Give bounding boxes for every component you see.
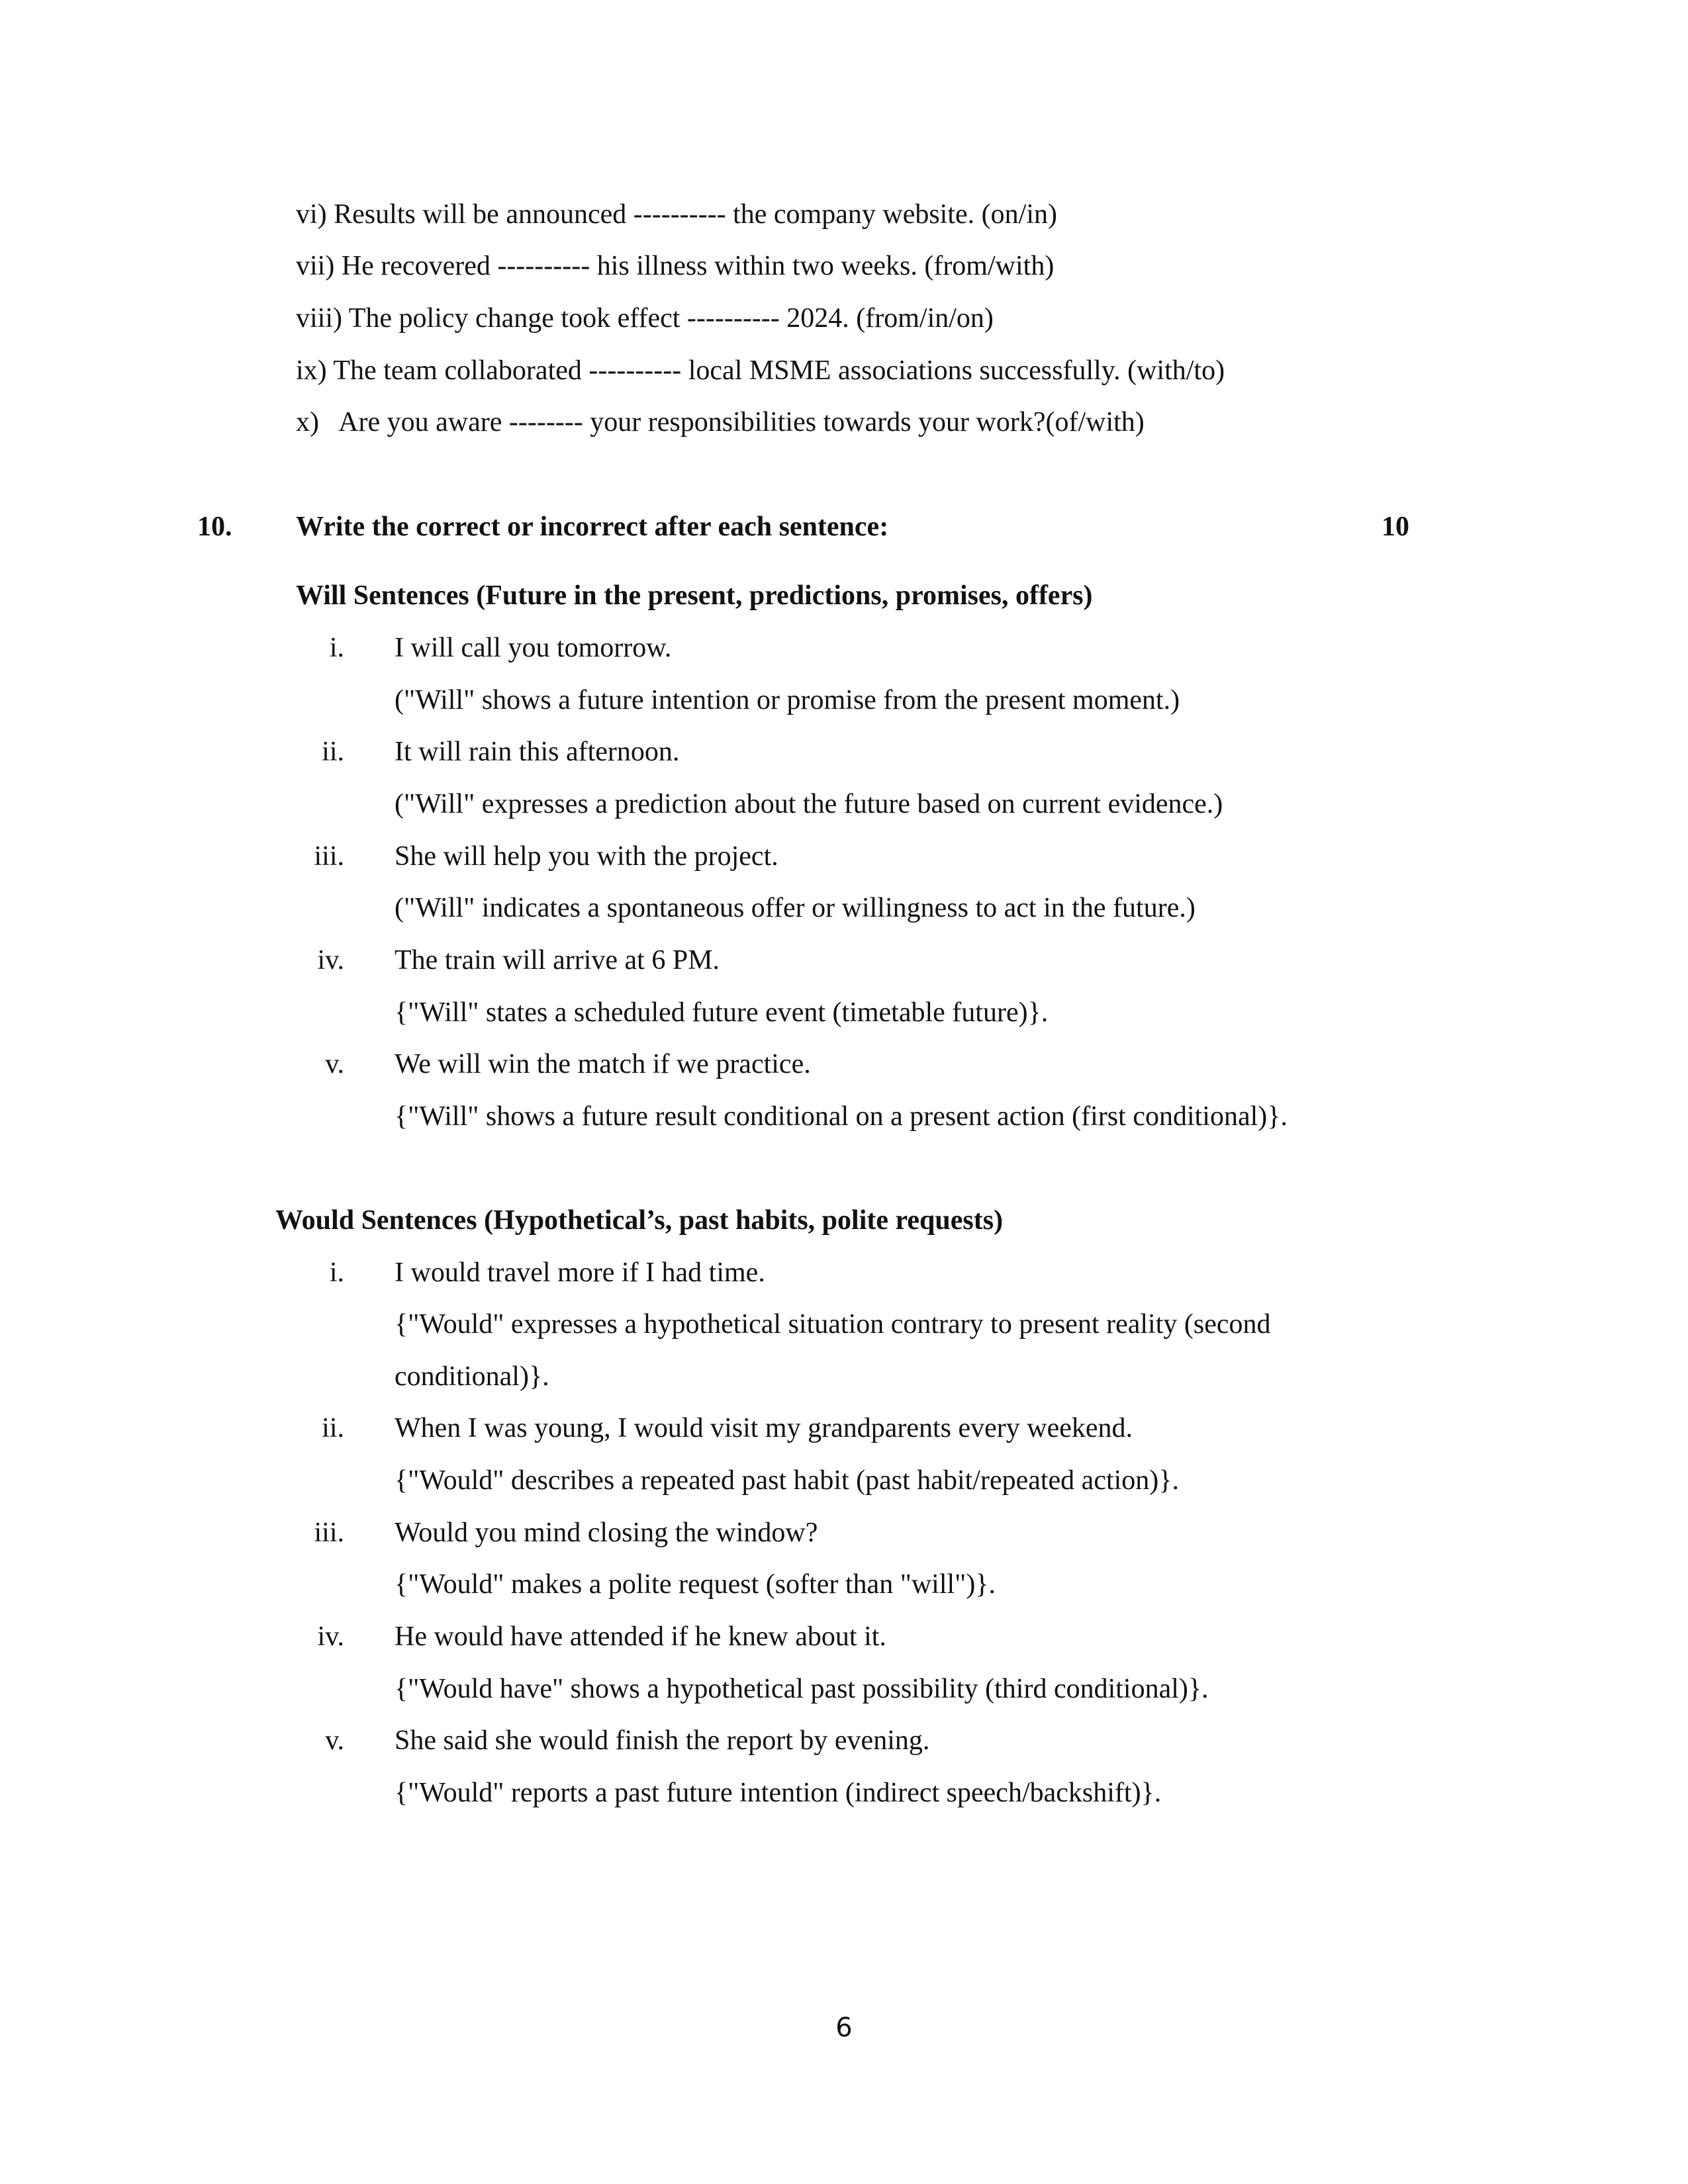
preposition-item: vi) Results will be announced ---------- the company website. (on/in) <box>296 199 1057 230</box>
example-explanation-continued: conditional)}. <box>395 1361 549 1392</box>
example-sentence: He would have attended if he knew about it. <box>395 1621 886 1652</box>
example-sentence: When I was young, I would visit my grandparents every weekend. <box>395 1413 1133 1443</box>
item-numeral: iii. <box>314 841 344 872</box>
preposition-item: vii) He recovered ---------- his illness within two weeks. (from/with) <box>296 251 1055 281</box>
would-section-heading: Would Sentences (Hypothetical’s, past habits, polite requests) <box>275 1205 1004 1236</box>
question-number: 10. <box>197 512 232 542</box>
preposition-item: x) Are you aware -------- your responsibilities towards your work?(of/with) <box>296 407 1145 437</box>
example-explanation: {"Will" states a scheduled future event (timetable future)}. <box>395 997 1049 1028</box>
example-sentence: I will call you tomorrow. <box>395 633 672 663</box>
item-numeral: i. <box>329 633 344 663</box>
example-explanation: {"Would" describes a repeated past habit (past habit/repeated action)}. <box>395 1465 1179 1496</box>
example-sentence: Would you mind closing the window? <box>395 1518 818 1548</box>
item-numeral: i. <box>329 1257 344 1288</box>
example-explanation: {"Would" makes a polite request (softer than "will")}. <box>395 1569 996 1600</box>
example-explanation: {"Would" reports a past future intention (indirect speech/backshift)}. <box>395 1778 1162 1808</box>
item-numeral: ii. <box>322 1413 344 1443</box>
question-marks: 10 <box>1382 512 1409 542</box>
item-numeral: iv. <box>317 945 344 976</box>
example-explanation: {"Would have" shows a hypothetical past possibility (third conditional)}. <box>395 1674 1209 1704</box>
example-explanation: ("Will" expresses a prediction about the future based on current evidence.) <box>395 789 1223 819</box>
example-sentence: She will help you with the project. <box>395 841 778 872</box>
example-explanation: {"Would" expresses a hypothetical situation contrary to present reality (second <box>395 1309 1271 1340</box>
item-numeral: v. <box>325 1725 344 1756</box>
item-numeral: iv. <box>317 1621 344 1652</box>
example-sentence: She said she would finish the report by evening. <box>395 1725 930 1756</box>
example-explanation: {"Will" shows a future result conditional on a present action (first conditional)}. <box>395 1101 1288 1132</box>
preposition-item: viii) The policy change took effect ---------- 2024. (from/in/on) <box>296 303 994 334</box>
example-sentence: The train will arrive at 6 PM. <box>395 945 720 976</box>
preposition-item: ix) The team collaborated ---------- local MSME associations successfully. (with/to) <box>296 355 1225 386</box>
question-text: Write the correct or incorrect after each sentence: <box>296 512 889 542</box>
example-explanation: ("Will" indicates a spontaneous offer or willingness to act in the future.) <box>395 893 1196 923</box>
item-numeral: iii. <box>314 1518 344 1548</box>
item-numeral: v. <box>325 1049 344 1079</box>
example-sentence: It will rain this afternoon. <box>395 737 680 767</box>
example-sentence: We will win the match if we practice. <box>395 1049 811 1079</box>
will-section-heading: Will Sentences (Future in the present, predictions, promises, offers) <box>296 580 1093 611</box>
page-number: 6 <box>835 2013 853 2043</box>
example-sentence: I would travel more if I had time. <box>395 1257 765 1288</box>
item-numeral: ii. <box>322 737 344 767</box>
example-explanation: ("Will" shows a future intention or promise from the present moment.) <box>395 685 1180 715</box>
